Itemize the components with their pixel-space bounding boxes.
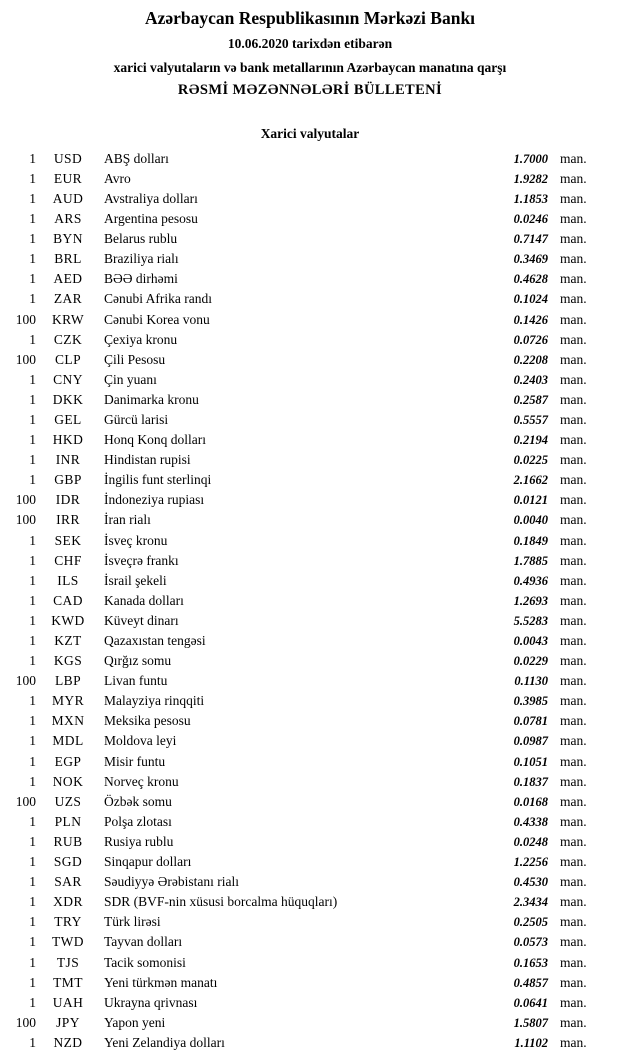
currency-code-cell: SEK xyxy=(54,532,82,548)
currency-name-cell: Küveyt dinarı xyxy=(104,612,179,628)
currency-name-cell: Türk lirəsi xyxy=(104,914,161,930)
currency-name-cell: Tayvan dolları xyxy=(104,934,183,950)
table-row xyxy=(0,834,620,854)
unit-label-cell: man. xyxy=(560,211,587,227)
currency-name-cell: Sinqapur dolları xyxy=(104,854,192,870)
rate-value-cell: 0.0225 xyxy=(513,453,548,468)
table-row xyxy=(0,874,620,894)
currency-code-cell: TMT xyxy=(53,974,83,990)
unit-label-cell: man. xyxy=(560,391,587,407)
rate-value-cell: 0.0121 xyxy=(513,493,548,508)
currency-code-cell: KRW xyxy=(52,311,84,327)
quantity-cell: 100 xyxy=(15,351,36,367)
quantity-cell: 100 xyxy=(15,512,36,528)
unit-label-cell: man. xyxy=(560,371,587,387)
currency-code-cell: XDR xyxy=(53,894,83,910)
quantity-cell: 1 xyxy=(29,472,36,488)
table-row xyxy=(0,593,620,613)
unit-label-cell: man. xyxy=(560,572,587,588)
quantity-cell: 1 xyxy=(29,994,36,1010)
table-row xyxy=(0,995,620,1015)
currency-name-cell: İran rialı xyxy=(104,512,151,528)
unit-label-cell: man. xyxy=(560,170,587,186)
quantity-cell: 1 xyxy=(29,170,36,186)
quantity-cell: 1 xyxy=(29,552,36,568)
rate-value-cell: 1.1853 xyxy=(513,191,548,206)
rate-value-cell: 1.7885 xyxy=(513,553,548,568)
currency-name-cell: İsveç kronu xyxy=(104,532,168,548)
rate-value-cell: 0.1130 xyxy=(514,674,548,689)
table-row xyxy=(0,854,620,874)
currency-name-cell: Tacik somonisi xyxy=(104,954,186,970)
rate-value-cell: 1.5807 xyxy=(513,1015,548,1030)
quantity-cell: 1 xyxy=(29,894,36,910)
rate-value-cell: 0.0043 xyxy=(513,634,548,648)
currency-code-cell: NOK xyxy=(52,773,84,789)
rate-value-cell: 0.2194 xyxy=(513,433,548,448)
currency-name-cell: Polşa zlotası xyxy=(104,813,172,829)
table-row xyxy=(0,754,620,774)
quantity-cell: 1 xyxy=(29,572,36,588)
rate-value-cell: 0.4530 xyxy=(513,875,548,890)
currency-name-cell: Gürcü larisi xyxy=(104,411,169,427)
currency-name-cell: Malayziya rinqqiti xyxy=(104,693,205,709)
rate-value-cell: 5.5283 xyxy=(513,613,548,628)
unit-label-cell: man. xyxy=(560,673,587,689)
rate-value-cell: 0.7147 xyxy=(513,232,548,247)
quantity-cell: 1 xyxy=(29,391,36,407)
rate-value-cell: 0.0248 xyxy=(513,834,548,849)
currency-code-cell: CNY xyxy=(53,371,83,387)
table-row xyxy=(0,191,620,211)
currency-name-cell: Honq Konq dolları xyxy=(104,432,206,448)
currency-code-cell: CAD xyxy=(53,592,83,608)
unit-label-cell: man. xyxy=(560,713,587,729)
currency-name-cell: SDR (BVF-nin xüsusi borcalma hüquqları) xyxy=(104,894,338,910)
unit-label-cell: man. xyxy=(560,331,587,347)
unit-label-cell: man. xyxy=(560,974,587,990)
table-row xyxy=(0,653,620,673)
currency-name-cell: Livan funtu xyxy=(104,673,168,689)
currency-name-cell: Yeni türkmən manatı xyxy=(104,974,218,990)
table-row xyxy=(0,1035,620,1055)
currency-name-cell: Argentina pesosu xyxy=(104,211,198,227)
currency-code-cell: ZAR xyxy=(53,291,83,307)
currency-code-cell: SGD xyxy=(53,854,83,870)
table-row xyxy=(0,713,620,733)
currency-name-cell: Kanada dolları xyxy=(104,592,184,608)
table-row xyxy=(0,352,620,372)
quantity-cell: 1 xyxy=(29,612,36,628)
table-row xyxy=(0,955,620,975)
quantity-cell: 1 xyxy=(29,592,36,608)
unit-label-cell: man. xyxy=(560,552,587,568)
quantity-cell: 1 xyxy=(29,914,36,930)
currency-code-cell: HKD xyxy=(52,432,84,448)
rate-value-cell: 0.1653 xyxy=(513,955,548,970)
currency-code-cell: INR xyxy=(55,452,81,468)
quantity-cell: 1 xyxy=(29,813,36,829)
page-title: Azərbaycan Respublikasının Mərkəzi Bankı xyxy=(144,8,476,28)
table-row xyxy=(0,814,620,834)
quantity-cell: 1 xyxy=(29,251,36,267)
unit-label-cell: man. xyxy=(560,492,587,508)
currency-code-cell: UZS xyxy=(54,793,82,809)
currency-code-cell: ILS xyxy=(57,572,79,588)
section-title-foreign-currencies: Xarici valyutalar xyxy=(260,125,360,141)
table-row xyxy=(0,613,620,633)
table-row xyxy=(0,432,620,452)
unit-label-cell: man. xyxy=(560,854,587,870)
quantity-cell: 1 xyxy=(29,411,36,427)
rate-value-cell: 0.3985 xyxy=(513,694,548,709)
rate-value-cell: 0.0573 xyxy=(513,935,548,950)
quantity-cell: 1 xyxy=(29,954,36,970)
quantity-cell: 100 xyxy=(15,1014,36,1030)
quantity-cell: 1 xyxy=(29,532,36,548)
currency-code-cell: AED xyxy=(53,271,83,287)
table-row xyxy=(0,452,620,472)
currency-code-cell: CLP xyxy=(55,351,81,367)
table-row xyxy=(0,231,620,251)
currency-name-cell: ABŞ dolları xyxy=(104,150,169,166)
quantity-cell: 1 xyxy=(29,934,36,950)
quantity-cell: 1 xyxy=(29,291,36,307)
currency-name-cell: İsrail şekeli xyxy=(104,572,167,588)
quantity-cell: 1 xyxy=(29,1034,36,1050)
rate-value-cell: 2.3434 xyxy=(513,895,548,910)
currency-name-cell: Cənubi Afrika randı xyxy=(104,291,212,307)
rate-value-cell: 1.1102 xyxy=(514,1035,548,1050)
currency-name-cell: Hindistan rupisi xyxy=(104,452,191,468)
currency-name-cell: Çili Pesosu xyxy=(104,351,166,367)
currency-code-cell: GBP xyxy=(54,472,82,488)
quantity-cell: 1 xyxy=(29,271,36,287)
currency-code-cell: TJS xyxy=(56,954,80,970)
unit-label-cell: man. xyxy=(560,994,587,1010)
quantity-cell: 1 xyxy=(29,190,36,206)
quantity-cell: 1 xyxy=(29,231,36,247)
unit-label-cell: man. xyxy=(560,733,587,749)
currency-code-cell: KGS xyxy=(53,653,83,669)
table-row xyxy=(0,412,620,432)
rate-value-cell: 0.1849 xyxy=(513,533,548,548)
currency-name-cell: Cənubi Korea vonu xyxy=(104,311,210,327)
exchange-rates-table xyxy=(0,151,620,1055)
table-row xyxy=(0,894,620,914)
quantity-cell: 100 xyxy=(15,311,36,327)
currency-code-cell: MXN xyxy=(51,713,85,729)
currency-name-cell: Qazaxıstan tengəsi xyxy=(104,633,206,648)
currency-code-cell: RUB xyxy=(53,833,83,849)
table-row xyxy=(0,673,620,693)
table-row xyxy=(0,251,620,271)
quantity-cell: 1 xyxy=(29,211,36,227)
rate-value-cell: 0.2505 xyxy=(513,915,548,930)
currency-name-cell: Braziliya rialı xyxy=(104,251,179,267)
table-row xyxy=(0,271,620,291)
quantity-cell: 1 xyxy=(29,653,36,669)
table-row xyxy=(0,151,620,171)
currency-name-cell: Norveç kronu xyxy=(104,773,179,789)
subtitle-line: xarici valyutaların və bank metallarının Azərbaycan manatına qarşı xyxy=(113,59,507,75)
table-row xyxy=(0,332,620,352)
quantity-cell: 1 xyxy=(29,452,36,468)
currency-code-cell: BYN xyxy=(53,231,83,247)
currency-code-cell: USD xyxy=(53,150,83,166)
unit-label-cell: man. xyxy=(560,833,587,849)
quantity-cell: 100 xyxy=(15,673,36,689)
currency-name-cell: Yapon yeni xyxy=(104,1014,166,1030)
table-row xyxy=(0,312,620,332)
rate-value-cell: 1.2693 xyxy=(513,593,548,608)
currency-code-cell: JPY xyxy=(56,1014,80,1030)
currency-name-cell: Danimarka kronu xyxy=(104,391,199,407)
rate-value-cell: 0.1051 xyxy=(513,754,548,769)
rate-value-cell: 0.1426 xyxy=(513,312,548,327)
currency-name-cell: Qırğız somu xyxy=(104,653,172,669)
currency-code-cell: DKK xyxy=(52,391,84,407)
table-row xyxy=(0,774,620,794)
currency-code-cell: NZD xyxy=(53,1034,83,1050)
quantity-cell: 1 xyxy=(29,874,36,890)
currency-name-cell: Belarus rublu xyxy=(104,231,178,247)
rate-value-cell: 0.0040 xyxy=(513,513,548,528)
currency-name-cell: Moldova leyi xyxy=(104,733,177,749)
rate-value-cell: 0.4628 xyxy=(513,272,548,287)
table-row xyxy=(0,392,620,412)
unit-label-cell: man. xyxy=(560,231,587,247)
rate-value-cell: 0.3469 xyxy=(513,252,548,267)
quantity-cell: 1 xyxy=(29,974,36,990)
unit-label-cell: man. xyxy=(560,894,587,910)
quantity-cell: 1 xyxy=(29,371,36,387)
currency-code-cell: TWD xyxy=(52,934,84,950)
unit-label-cell: man. xyxy=(560,793,587,809)
rate-value-cell: 0.1024 xyxy=(513,292,548,307)
currency-code-cell: PLN xyxy=(54,813,82,829)
unit-label-cell: man. xyxy=(560,693,587,709)
unit-label-cell: man. xyxy=(560,773,587,789)
rate-value-cell: 0.2208 xyxy=(513,352,548,367)
rate-value-cell: 0.0726 xyxy=(513,332,548,347)
bulletin-header xyxy=(0,8,620,99)
currency-name-cell: Özbək somu xyxy=(104,793,172,809)
currency-code-cell: TRY xyxy=(54,914,82,930)
unit-label-cell: man. xyxy=(560,411,587,427)
unit-label-cell: man. xyxy=(560,813,587,829)
effective-date-line: 10.06.2020 tarixdən etibarən xyxy=(227,36,393,51)
unit-label-cell: man. xyxy=(560,472,587,488)
currency-code-cell: MDL xyxy=(52,733,84,749)
table-row xyxy=(0,372,620,392)
unit-label-cell: man. xyxy=(560,532,587,548)
unit-label-cell: man. xyxy=(560,934,587,950)
currency-name-cell: İndoneziya rupiası xyxy=(104,492,205,508)
currency-name-cell: Çexiya kronu xyxy=(104,331,178,347)
currency-code-cell: AUD xyxy=(52,190,84,206)
unit-label-cell: man. xyxy=(560,311,587,327)
quantity-cell: 1 xyxy=(29,432,36,448)
unit-label-cell: man. xyxy=(560,150,587,166)
rate-value-cell: 0.5557 xyxy=(513,412,548,427)
table-row xyxy=(0,633,620,653)
currency-name-cell: Səudiyyə Ərəbistanı rialı xyxy=(104,874,239,890)
rate-value-cell: 0.0781 xyxy=(513,714,548,729)
currency-name-cell: Avro xyxy=(104,170,131,186)
unit-label-cell: man. xyxy=(560,612,587,628)
rate-value-cell: 0.4857 xyxy=(513,975,548,990)
unit-label-cell: man. xyxy=(560,351,587,367)
unit-label-cell: man. xyxy=(560,512,587,528)
currency-name-cell: Meksika pesosu xyxy=(104,713,191,729)
currency-name-cell: Yeni Zelandiya dolları xyxy=(104,1034,225,1050)
quantity-cell: 1 xyxy=(29,693,36,709)
currency-code-cell: CHF xyxy=(54,552,82,568)
unit-label-cell: man. xyxy=(560,1034,587,1050)
currency-name-cell: Ukrayna qrivnası xyxy=(104,994,198,1010)
rate-value-cell: 0.2587 xyxy=(513,392,548,407)
table-row xyxy=(0,733,620,753)
unit-label-cell: man. xyxy=(560,251,587,267)
unit-label-cell: man. xyxy=(560,653,587,669)
currency-code-cell: CZK xyxy=(53,331,83,347)
quantity-cell: 1 xyxy=(29,633,36,648)
quantity-cell: 1 xyxy=(29,854,36,870)
quantity-cell: 1 xyxy=(29,773,36,789)
unit-label-cell: man. xyxy=(560,291,587,307)
table-row xyxy=(0,934,620,954)
currency-code-cell: MYR xyxy=(52,693,84,709)
table-row xyxy=(0,794,620,814)
table-row xyxy=(0,975,620,995)
table-row xyxy=(0,492,620,512)
unit-label-cell: man. xyxy=(560,190,587,206)
unit-label-cell: man. xyxy=(560,633,587,648)
unit-label-cell: man. xyxy=(560,753,587,769)
table-row xyxy=(0,693,620,713)
currency-code-cell: SAR xyxy=(54,874,82,890)
table-row xyxy=(0,914,620,934)
rate-value-cell: 0.2403 xyxy=(513,372,548,387)
quantity-cell: 1 xyxy=(29,713,36,729)
rate-value-cell: 0.4936 xyxy=(513,573,548,588)
currency-code-cell: UAH xyxy=(52,994,84,1010)
currency-code-cell: KWD xyxy=(51,612,85,628)
currency-code-cell: LBP xyxy=(55,673,81,689)
currency-code-cell: BRL xyxy=(54,251,82,267)
rate-value-cell: 1.7000 xyxy=(513,151,548,166)
currency-name-cell: Avstraliya dolları xyxy=(104,190,198,206)
rate-value-cell: 0.0168 xyxy=(513,794,548,809)
table-row xyxy=(0,171,620,191)
quantity-cell: 100 xyxy=(15,492,36,508)
quantity-cell: 1 xyxy=(29,150,36,166)
unit-label-cell: man. xyxy=(560,592,587,608)
unit-label-cell: man. xyxy=(560,452,587,468)
rate-value-cell: 1.9282 xyxy=(513,171,548,186)
currency-name-cell: BƏƏ dirhəmi xyxy=(104,271,178,287)
table-row xyxy=(0,472,620,492)
currency-code-cell: ARS xyxy=(54,211,82,227)
quantity-cell: 100 xyxy=(15,793,36,809)
currency-name-cell: İngilis funt sterlinqi xyxy=(104,472,212,488)
currency-code-cell: KZT xyxy=(54,633,82,648)
table-row xyxy=(0,211,620,231)
currency-code-cell: GEL xyxy=(54,411,82,427)
rate-value-cell: 0.0987 xyxy=(513,734,548,749)
table-row xyxy=(0,1015,620,1035)
currency-code-cell: EGP xyxy=(54,753,82,769)
table-row xyxy=(0,291,620,311)
table-row xyxy=(0,573,620,593)
quantity-cell: 1 xyxy=(29,753,36,769)
unit-label-cell: man. xyxy=(560,874,587,890)
currency-name-cell: İsveçrə frankı xyxy=(104,552,179,568)
rate-value-cell: 0.0229 xyxy=(513,654,548,669)
table-row xyxy=(0,533,620,553)
rate-value-cell: 1.2256 xyxy=(513,855,548,870)
rate-value-cell: 0.0641 xyxy=(513,995,548,1010)
unit-label-cell: man. xyxy=(560,271,587,287)
unit-label-cell: man. xyxy=(560,1014,587,1030)
rate-value-cell: 0.4338 xyxy=(513,814,548,829)
table-row xyxy=(0,553,620,573)
currency-code-cell: IDR xyxy=(55,492,81,508)
rate-value-cell: 0.1837 xyxy=(513,774,548,789)
quantity-cell: 1 xyxy=(29,733,36,749)
bulletin-title: RƏSMİ MƏZƏNNƏLƏRİ BÜLLETENİ xyxy=(177,81,443,98)
unit-label-cell: man. xyxy=(560,432,587,448)
unit-label-cell: man. xyxy=(560,914,587,930)
rate-value-cell: 0.0246 xyxy=(513,212,548,227)
currency-name-cell: Çin yuanı xyxy=(104,371,157,387)
currency-name-cell: Misir funtu xyxy=(104,753,166,769)
currency-code-cell: IRR xyxy=(56,512,80,528)
currency-code-cell: EUR xyxy=(53,170,83,186)
quantity-cell: 1 xyxy=(29,331,36,347)
unit-label-cell: man. xyxy=(560,954,587,970)
table-row xyxy=(0,512,620,532)
rate-value-cell: 2.1662 xyxy=(513,473,548,488)
currency-name-cell: Rusiya rublu xyxy=(104,833,174,849)
quantity-cell: 1 xyxy=(29,833,36,849)
